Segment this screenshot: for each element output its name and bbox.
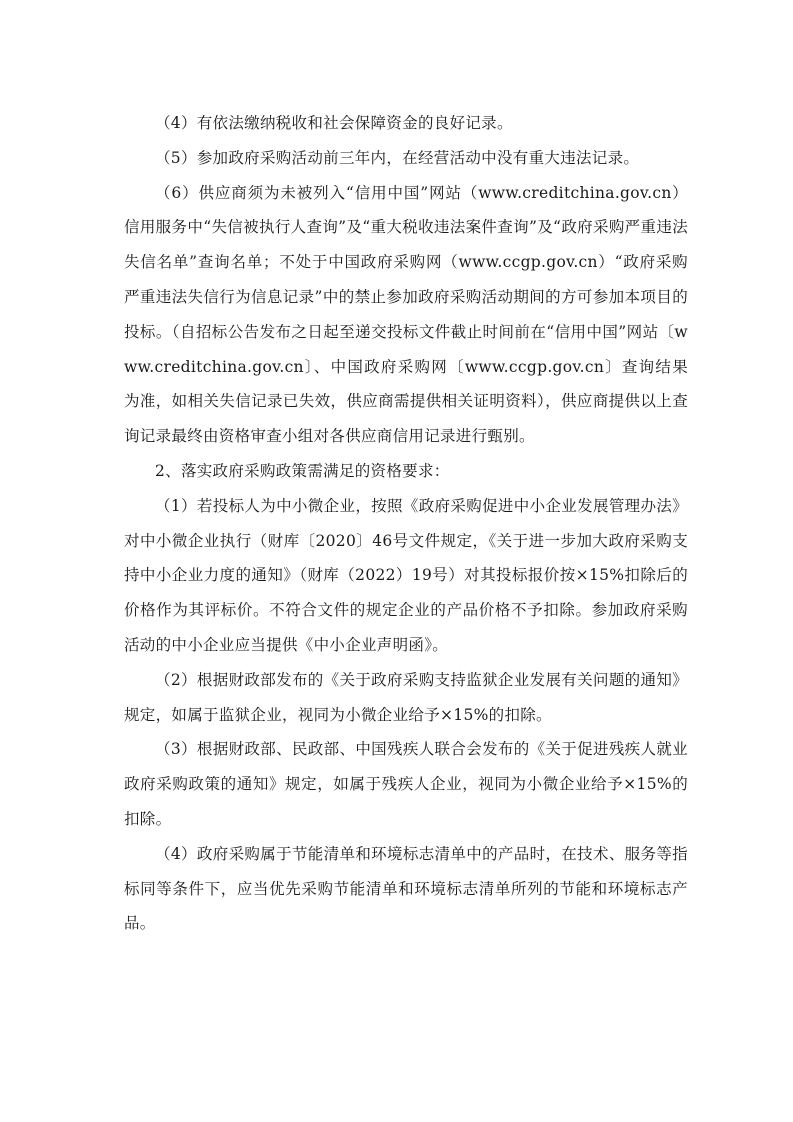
paragraph-no-violation: （5）参加政府采购活动前三年内，在经营活动中没有重大违法记录。 xyxy=(155,148,640,167)
paragraph-sme-policy: （1）若投标人为中小微企业，按照《政府采购促进中小企业发展管理办法》对中小微企业执行（财库〔2020〕46号文件规定，《关于进一步加大政府采购支持中小企业力度的通知》（财库（2022）19号）对其投标报价按×15%扣除后的价格作为其评标价。不符合文件的规定企业的产品价格不予扣除。参加政府采购活动的中小企业应当提供《中小企业声明函》。 xyxy=(124,496,688,654)
paragraph-credit-check: （6）供应商须为未被列入“信用中国”网站（www.creditchina.gov.cn）信用服务中“失信被执行人查询”及“重大税收违法案件查询”及“政府采购严重违法失信名单”查询名单；不处于中国政府采购网（www.ccgp.gov.cn）“政府采购严重违法失信行为信息记录”中的禁止参加政府采购活动期间的方可参加本项目的投标。（自招标公告发布之日起至递交投标文件截止时间前在“信用中国”网站〔www.creditchina.gov.cn〕、中国政府采购网〔www.ccgp.gov.cn〕查询结果为准，如相关失信记录已失效，供应商需提供相关证明资料），供应商提供以上查询记录最终由资格审查小组对各供应商信用记录进行甄别。 xyxy=(124,183,688,446)
paragraph-credit-record: （4）有依法缴纳税收和社会保障资金的良好记录。 xyxy=(155,114,513,132)
paragraph-policy-heading: 2、落实政府采购政策需满足的资格要求： xyxy=(155,461,450,480)
document-body xyxy=(124,106,688,941)
paragraph-energy-saving: （4）政府采购属于节能清单和环境标志清单中的产品时，在技术、服务等指标同等条件下，应当优先采购节能清单和环境标志清单所列的节能和环境标志产品。 xyxy=(124,844,688,933)
paragraph-prison-enterprise: （2）根据财政部发布的《关于政府采购支持监狱企业发展有关问题的通知》规定，如属于监狱企业，视同为小微企业给予×15%的扣除。 xyxy=(124,670,688,724)
paragraph-disabled-enterprise: （3）根据财政部、民政部、中国残疾人联合会发布的《关于促进残疾人就业政府采购政策的通知》规定，如属于残疾人企业，视同为小微企业给予×15%的扣除。 xyxy=(124,740,688,828)
